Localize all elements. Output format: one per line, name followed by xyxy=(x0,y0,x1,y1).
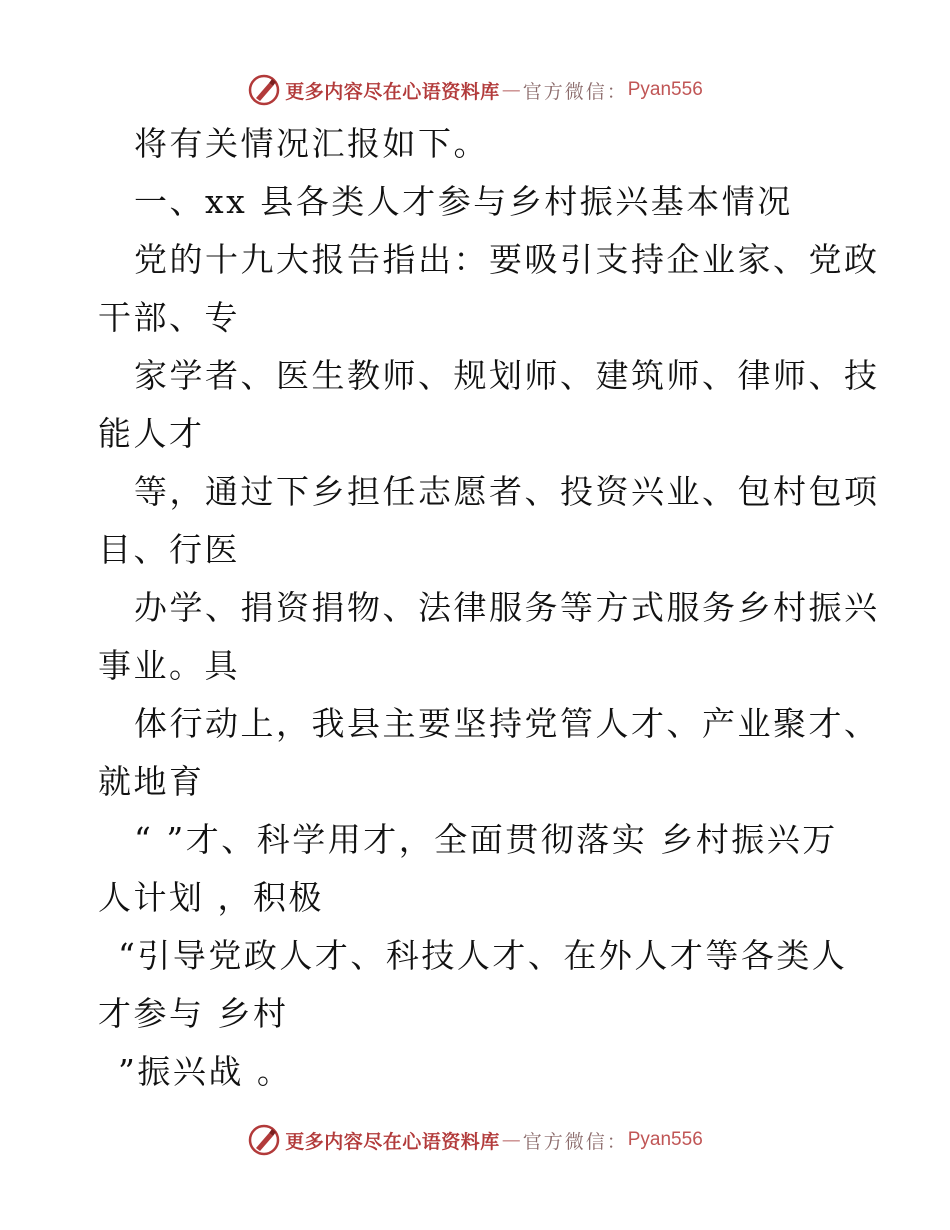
paragraph-line: 能人才 xyxy=(98,414,205,453)
watermark-separator: — xyxy=(501,1129,521,1151)
paragraph-line: 目、行医 xyxy=(98,530,240,569)
watermark-wechat-id: Pyan556 xyxy=(627,79,703,100)
pen-logo-icon xyxy=(247,1123,281,1157)
document-body xyxy=(98,115,880,1101)
paragraph-line: 才参与 乡村 xyxy=(98,994,289,1033)
paragraph-line: 将有关情况汇报如下。 xyxy=(134,124,489,163)
watermark-separator: — xyxy=(501,79,521,101)
paragraph-line: 就地育 xyxy=(98,762,205,801)
paragraph-line: 家学者、医生教师、规划师、建筑师、律师、技 xyxy=(134,356,880,395)
watermark-main-text: 更多内容尽在心语资料库 xyxy=(285,80,500,103)
paragraph-line: 人计划 ，积极 xyxy=(98,878,324,917)
watermark-main-text: 更多内容尽在心语资料库 xyxy=(285,1130,500,1153)
header-watermark xyxy=(0,70,950,110)
watermark-wechat-id: Pyan556 xyxy=(627,1129,703,1150)
paragraph-line: 办学、捐资捐物、法律服务等方式服务乡村振兴 xyxy=(134,588,880,627)
paragraph-line: 事业。具 xyxy=(98,646,240,685)
paragraph-line: 等，通过下乡担任志愿者、投资兴业、包村包项 xyxy=(134,472,880,511)
paragraph-line: “ ”才、科学用才，全面贯彻落实 乡村振兴万 xyxy=(134,820,838,859)
footer-watermark xyxy=(0,1120,950,1160)
watermark-wechat-label: 官方微信： xyxy=(522,80,628,103)
paragraph-line: 党的十九大报告指出：要吸引支持企业家、党政 xyxy=(134,240,880,279)
paragraph-line: “引导党政人才、科技人才、在外人才等各类人 xyxy=(118,936,848,975)
paragraph-line: ”振兴战 。 xyxy=(118,1052,293,1091)
watermark-wechat-label: 官方微信： xyxy=(522,1130,628,1153)
pen-logo-icon xyxy=(247,73,281,107)
paragraph-line: 体行动上，我县主要坚持党管人才、产业聚才、 xyxy=(134,704,880,743)
paragraph-line: 干部、专 xyxy=(98,298,240,337)
section-heading: 一、xx 县各类人才参与乡村振兴基本情况 xyxy=(134,182,793,221)
